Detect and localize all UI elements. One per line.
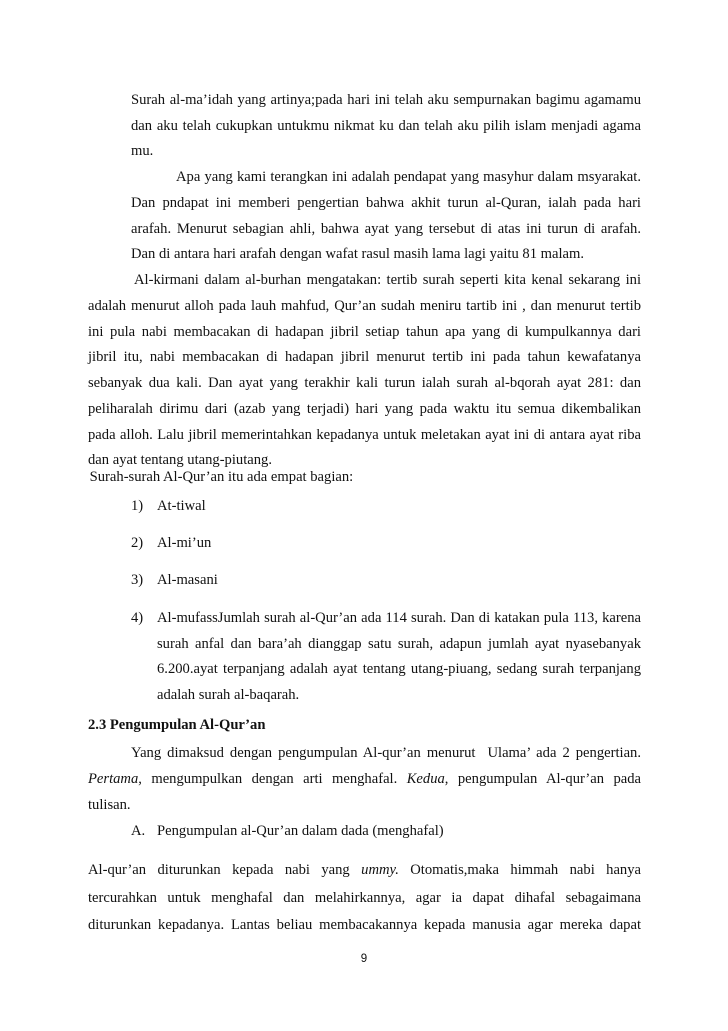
paragraph-kirmani-first-line [134, 268, 641, 294]
text-line [88, 767, 641, 793]
text-line: arafah. Menurut sebagian ahli, bahwa ayat yang tersebut di atas ini turun di arafah. [131, 220, 641, 237]
list-number: 1) [131, 498, 144, 514]
paragraph-pendapat-first-line [176, 165, 641, 191]
text-line: diturunkan kepadanya. Lantas beliau membacakannya kepada manusia agar mereka dapat [88, 917, 641, 933]
paragraph-pendapat [131, 191, 641, 268]
text-line: ini pula nabi membacakan di hadapan jibril setiap tahun apa yang di kumpulkannya dari [88, 323, 641, 340]
text-line: adalah surah al-baqarah. [157, 687, 300, 704]
list-number: 3) [131, 572, 144, 588]
text-line: Al-kirmani dalam al-burhan mengatakan: tertib surah seperti kita kenal sekarang ini [134, 272, 641, 288]
term-ummy: ummy. [361, 862, 399, 878]
text-line [88, 857, 641, 885]
page-number: 9 [360, 953, 368, 965]
text-run: Otomatis,maka himmah nabi hanya [398, 862, 642, 878]
text-line: mu. [131, 143, 154, 160]
list-number: 2) [131, 535, 144, 551]
text-line: 6.200.ayat terpanjang adalah ayat tentang utang-piuang, sedang surah terpanjang [157, 661, 641, 678]
paragraph-ummy [88, 857, 641, 940]
text-line: tulisan. [88, 796, 131, 813]
paragraph-kirmani [88, 294, 641, 474]
text-line: dan ayat tentang utang-piutang. [88, 452, 272, 469]
list-item: At-tiwal [157, 498, 206, 514]
text-line: jibril itu, nabi membacakan di hadapan jibril menurut tertib ini pada tahun kewafatanya [88, 349, 641, 366]
section-intro-first-line [131, 741, 641, 767]
text-line: dan aku telah cukupkan untukmu nikmat ku dan telah aku pilih islam menjadi agama [131, 117, 641, 134]
sub-heading: Pengumpulan al-Qur’an dalam dada (menghafal) [157, 823, 444, 839]
text-line: Yang dimaksud dengan pengumpulan Al-qur’an menurut Ulama’ ada 2 pengertian. [131, 745, 641, 761]
text-line: Apa yang kami terangkan ini adalah pendapat yang masyhur dalam msyarakat. [176, 169, 641, 185]
text-run: , mengumpulkan dengan arti menghafal. [138, 771, 407, 787]
text-line: peliharalah dirimu dari (azab yang terjadi) hari yang pada waktu itu semua dikembalikan [88, 400, 641, 417]
section-heading: 2.3 Pengumpulan Al-Qur’an [88, 717, 266, 733]
text-line: Dan pndapat ini memberi pengertian bahwa akhit turun al-Quran, ialah pada hari [131, 195, 641, 211]
text-line: sebanyak dua kali. Dan ayat yang terakhir kali turun ialah surah al-bqorah ayat 281: dan [88, 375, 641, 392]
text-line: Surah al-ma’idah yang artinya;pada hari ini telah aku sempurnakan bagimu agamamu [131, 92, 641, 108]
list-number: 4) [131, 610, 144, 626]
text-line: pada alloh. Lalu jibril memerintahkan kepadanya untuk meletakan ayat ini di antara ayat riba [88, 426, 641, 443]
term-kedua: Kedua [406, 771, 445, 787]
text-line: Al-mufassJumlah surah al-Qur’an ada 114 surah. Dan di katakan pula 113, karena [157, 610, 641, 626]
text-line: Surah-surah Al-Qur’an itu ada empat bagian: [86, 469, 354, 485]
paragraph-empat-bagian [86, 465, 641, 491]
text-line: surah anfal dan bara’ah dianggap satu surah, adapun jumlah ayat nyasebanyak [157, 635, 641, 652]
text-run: , pengumpulan Al-qur’an pada [444, 771, 641, 787]
list-item: Al-masani [157, 572, 218, 588]
text-line: tercurahkan untuk menghafal dan melahirkannya, agar ia dapat dihafal sebagaimana [88, 889, 641, 906]
text-run: Al-qur’an diturunkan kepada nabi yang [88, 862, 362, 878]
list-item: Al-mi’un [157, 535, 212, 551]
sub-label: A. [131, 823, 146, 839]
section-intro [88, 767, 641, 818]
text-line: adalah menurut alloh pada lauh mahfud, Qur’an sudah meniru tartib ini , dan menurut tertib [88, 298, 641, 314]
list-item [157, 606, 641, 709]
paragraph-surah-al-maidah [131, 88, 641, 165]
text-line: Dan di antara hari arafah dengan wafat rasul masih lama lagi yaitu 81 malam. [131, 246, 585, 263]
term-pertama: Pertama [88, 771, 139, 787]
